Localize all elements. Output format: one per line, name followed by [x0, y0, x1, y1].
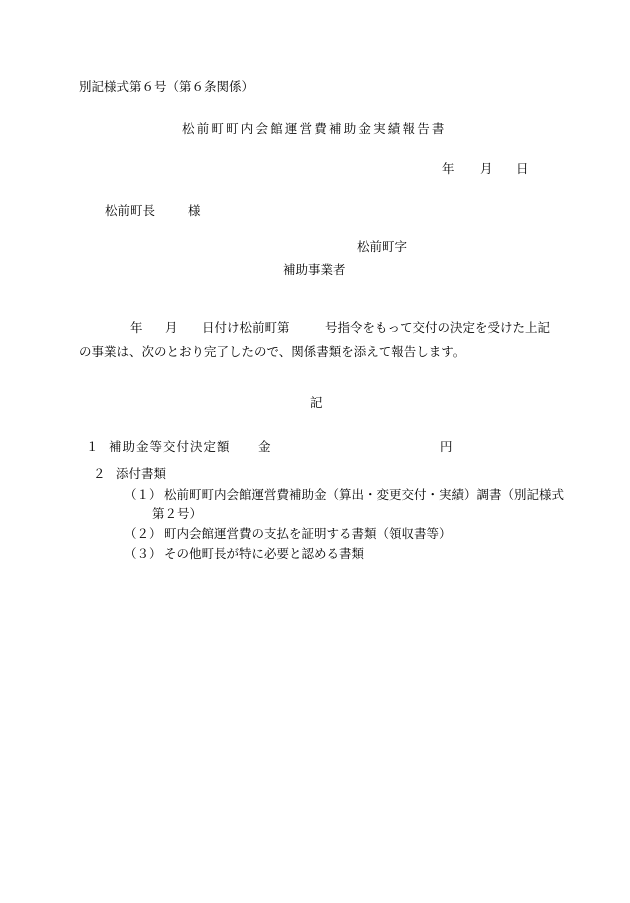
addressee-name: 松前町長: [105, 203, 156, 218]
sub1-continuation: 第２号）: [152, 506, 203, 521]
body-month: 月: [165, 320, 178, 335]
sender-address: 松前町字: [357, 239, 408, 254]
sub1-text: 松前町町内会館運営費補助金（算出・変更交付・実績）調書（別記様式: [164, 487, 565, 502]
ki-heading: 記: [310, 395, 323, 410]
item2-label: 添付書類: [116, 466, 167, 481]
body-text-b: 号指令をもって交付の決定を受けた上記: [325, 320, 551, 335]
sub3-text: その他町長が特に必要と認める書類: [164, 546, 365, 561]
item1-prefix: 金: [258, 439, 271, 454]
item1-label: 補助金等交付決定額: [109, 439, 231, 454]
date-year: 年: [442, 161, 455, 176]
sub2-number: （２）: [124, 526, 162, 541]
addressee-honorific: 様: [188, 203, 201, 218]
item2-number: ２: [93, 466, 106, 481]
sub3-number: （３）: [124, 546, 162, 561]
date-day: 日: [516, 161, 529, 176]
body-line2: の事業は、次のとおり完了したので、関係書類を添えて報告します。: [79, 344, 466, 359]
body-text-a: 日付け松前町第: [202, 320, 290, 335]
sender-role: 補助事業者: [283, 262, 346, 277]
document-title: 松前町町内会館運営費補助金実績報告書: [182, 121, 447, 136]
sub1-number: （１）: [124, 487, 162, 502]
form-id: 別記様式第６号（第６条関係）: [79, 79, 255, 94]
body-year: 年: [130, 320, 143, 335]
item1-unit: 円: [440, 439, 453, 454]
item1-number: １: [86, 439, 99, 454]
date-month: 月: [480, 161, 493, 176]
sub2-text: 町内会館運営費の支払を証明する書類（領収書等）: [164, 526, 452, 541]
